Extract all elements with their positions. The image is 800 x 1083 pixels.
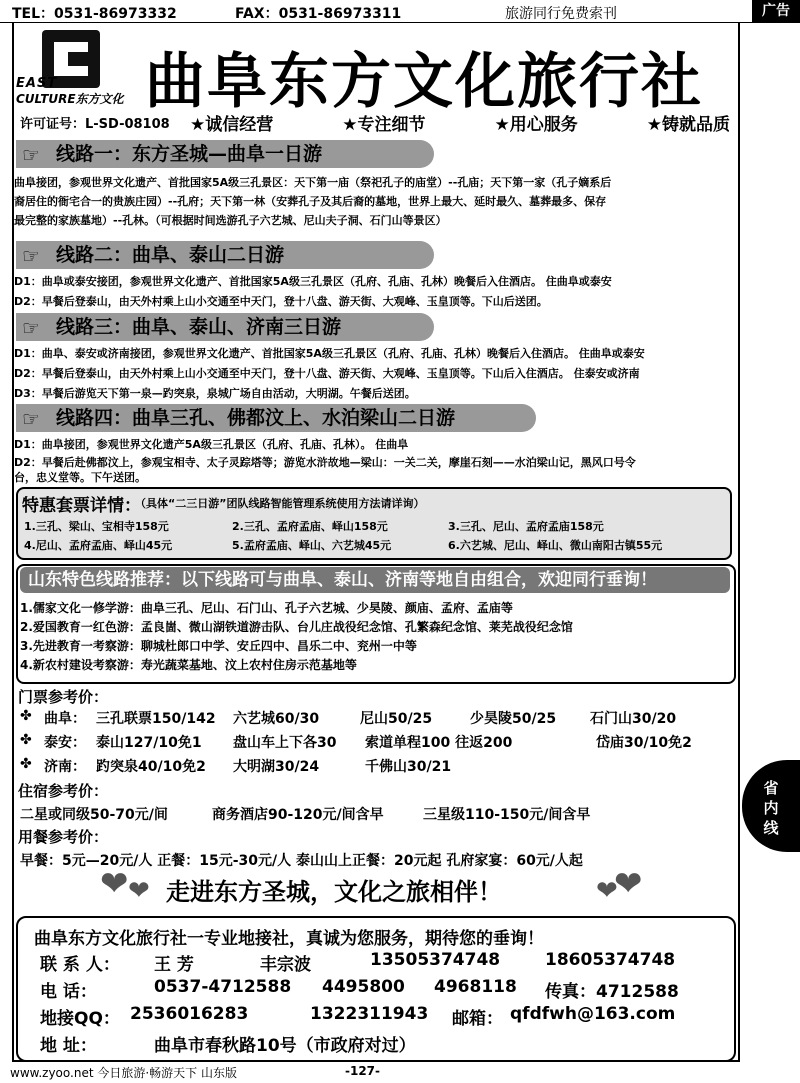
route-3-d1: D1：曲阜、泰安或济南接团，参观世界文化遗产、首批国家5A级三孔景区（孔府、孔庙、孔林）晚餐后入住酒店。 住曲阜或泰安 — [14, 347, 645, 360]
route-title-text: 线路三：曲阜、泰山、济南三日游 — [56, 316, 342, 338]
price-item: 六艺城60/30 — [233, 711, 320, 727]
slogan-item: ★用心服务 — [494, 115, 578, 135]
shandong-item: 2.爱国教育一红色游：孟良崮、微山湖铁道游击队、台儿庄战役纪念馆、孔繁森纪念馆、莱芜战役纪念馆 — [20, 620, 573, 634]
pointing-hand-icon: ☞ — [22, 316, 40, 340]
contact-phone: 0537-4712588 — [154, 977, 292, 997]
ticket-item: 4.尼山、孟府孟庙、峄山45元 — [24, 539, 173, 552]
contact-qq: 2536016283 — [130, 1004, 249, 1024]
pointing-hand-icon: ☞ — [22, 143, 40, 167]
shandong-item: 3.先进教育一考察游：聊城杜郎口中学、安丘四中、昌乐二中、兖州一中等 — [20, 639, 417, 653]
price-item: 尼山50/25 — [360, 711, 433, 727]
slogan-item: ★铸就品质 — [646, 115, 730, 135]
shandong-item: 1.儒家文化一修学游：曲阜三孔、尼山、石门山、孔子六艺城、少昊陵、颜庙、孟府、孟庙等 — [20, 601, 513, 615]
route-title-text: 线路一：东方圣城—曲阜一日游 — [56, 143, 323, 165]
hotel-price-title: 住宿参考价： — [18, 782, 109, 800]
contact-mobile: 18605374748 — [545, 950, 676, 970]
side-tab-char: 省 — [763, 779, 779, 797]
contact-fax: 传真：4712588 — [545, 982, 679, 1002]
logo-c-cut — [68, 52, 92, 66]
footer-text: www.zyoo.net 今日旅游·畅游天下 山东版 — [10, 1066, 237, 1080]
price-item: 少昊陵50/25 — [470, 711, 557, 727]
route-4-d2-cont: 台，忠义堂等。下午送团。 — [14, 471, 146, 484]
heart-icon: ❤ — [128, 876, 150, 906]
price-item: 索道单程100 往返200 — [365, 735, 513, 751]
price-item: 千佛山30/21 — [365, 759, 452, 775]
ticket-item: 6.六艺城、尼山、峄山、微山南阳古镇55元 — [448, 539, 663, 552]
meal-price-title: 用餐参考价： — [18, 828, 109, 846]
price-item: 泰山127/10免1 — [96, 735, 202, 751]
hotel-price-item: 商务酒店90-120元/间含早 — [212, 807, 384, 823]
price-city: 泰安： — [44, 735, 86, 751]
contact-person: 丰宗波 — [260, 955, 311, 975]
shandong-title: 山东特色线路推荐：以下线路可与曲阜、泰山、济南等地自由组合，欢迎同行垂询！ — [20, 567, 730, 593]
company-title: 曲阜东方文化旅行社 — [145, 47, 703, 117]
flower-icon: ✤ — [20, 732, 32, 748]
pointing-hand-icon: ☞ — [22, 244, 40, 268]
pointing-hand-icon: ☞ — [22, 407, 40, 431]
slogan-item: ★专注细节 — [342, 115, 426, 135]
contact-person: 王 芳 — [154, 955, 194, 975]
slogan-row — [190, 110, 730, 135]
route-line: 曲阜接团，参观世界文化遗产、首批国家5A级三孔景区：天下第一庙（祭祀孔子的庙堂）--孔庙；天下第一家（孔子嫡系后 — [14, 176, 612, 189]
route-4-title — [16, 404, 536, 432]
page-number: -127- — [345, 1064, 381, 1078]
heart-icon: ❤ — [614, 864, 643, 904]
price-item: 盘山车上下各30 — [233, 735, 337, 751]
tagline: 走进东方圣城，文化之旅相伴！ — [166, 878, 502, 906]
license-number: 许可证号：L-SD-08108 — [20, 117, 170, 132]
ticket-item: 5.孟府孟庙、峄山、六艺城45元 — [232, 539, 392, 552]
route-4-d1: D1：曲阜接团，参观世界文化遗产5A级三孔景区（孔府、孔庙、孔林）。 住曲阜 — [14, 438, 409, 451]
contact-phone: 4968118 — [434, 977, 517, 997]
slogan-item: ★诚信经营 — [190, 115, 274, 135]
contact-email: qfdfwh@163.com — [510, 1004, 676, 1024]
route-title-text: 线路二：曲阜、泰山二日游 — [56, 244, 285, 266]
fax-text: FAX：0531-86973311 — [235, 6, 402, 22]
heart-icon: ❤ — [100, 864, 129, 904]
price-city: 曲阜： — [44, 711, 86, 727]
side-tab-char: 内 — [763, 799, 779, 817]
ad-badge: 广告 — [752, 0, 800, 22]
route-2-d1: D1：曲阜或泰安接团，参观世界文化遗产、首批国家5A级三孔景区（孔府、孔庙、孔林）晚餐后入住酒店。 住曲阜或泰安 — [14, 275, 612, 288]
ticket-item: 1.三孔、梁山、宝相寺158元 — [24, 520, 169, 533]
route-line: 裔居住的衙宅合一的贵族庄园）--孔府；天下第一林（安葬孔子及其后裔的墓地，世界上最大、延时最久、墓葬最多、保存 — [14, 195, 607, 208]
contact-email-label: 邮箱： — [452, 1009, 503, 1029]
shandong-item: 4.新农村建设考察游：寿光蔬菜基地、汶上农村住房示范基地等 — [20, 658, 357, 672]
route-2-title — [16, 241, 434, 269]
tel-text: TEL：0531-86973332 — [12, 6, 177, 22]
ticket-note: （具体“二三日游”团队线路智能管理系统使用方法请详询） — [135, 497, 425, 510]
contact-phone: 4495800 — [322, 977, 405, 997]
heart-icon: ❤ — [596, 876, 618, 906]
ticket-price-title: 门票参考价： — [18, 688, 109, 706]
top-bar — [0, 0, 800, 23]
flower-icon: ✤ — [20, 708, 32, 724]
contact-phone-label: 电 话： — [40, 982, 97, 1002]
contact-mobile: 13505374748 — [370, 950, 501, 970]
price-item: 大明湖30/24 — [233, 759, 320, 775]
route-4-d2: D2：早餐后赴佛都汶上，参观宝相寺、太子灵踪塔等；游览水浒故地—梁山：一关二关，摩崖石刻——水泊梁山记，黑风口号令 — [14, 456, 636, 469]
route-3-title — [16, 313, 434, 341]
price-item: 石门山30/20 — [590, 711, 677, 727]
index-text: 旅游同行免费索刊 — [505, 6, 617, 22]
logo-text-east: EAST — [16, 76, 58, 91]
logo-text-culture: CULTURE东方文化 — [16, 92, 124, 106]
ticket-title: 特惠套票详情： — [22, 496, 141, 516]
price-city: 济南： — [44, 759, 86, 775]
side-tab — [742, 760, 800, 852]
price-item: 三孔联票150/142 — [96, 711, 216, 727]
price-item: 趵突泉40/10免2 — [96, 759, 206, 775]
side-tab-char: 线 — [763, 819, 779, 837]
contact-person-label: 联 系 人： — [40, 955, 120, 975]
flower-icon: ✤ — [20, 756, 32, 772]
hotel-price-item: 二星或同级50-70元/间 — [20, 807, 168, 823]
route-title-text: 线路四：曲阜三孔、佛都汶上、水泊梁山二日游 — [56, 407, 456, 429]
route-3-d3: D3：早餐后游览天下第一泉—趵突泉，泉城广场自由活动，大明湖。午餐后送团。 — [14, 387, 416, 400]
contact-header: 曲阜东方文化旅行社一专业地接社，真诚为您服务，期待您的垂询！ — [34, 929, 544, 949]
contact-qq-label: 地接QQ： — [40, 1009, 120, 1029]
price-item: 岱庙30/10免2 — [596, 735, 692, 751]
route-line: 最完整的家族墓地）--孔林。（可根据时间选游孔子六艺城、尼山夫子洞、石门山等景区） — [14, 214, 447, 227]
ticket-item: 2.三孔、孟府孟庙、峄山158元 — [232, 520, 388, 533]
contact-address: 曲阜市春秋路10号（市政府对过） — [154, 1036, 416, 1056]
contact-qq: 1322311943 — [310, 1004, 429, 1024]
route-1-body — [14, 173, 734, 230]
route-3-d2: D2：早餐后登泰山，由天外村乘上山小交通至中天门，登十八盘、游天街、大观峰、玉皇顶等。下山后入住酒店。 住泰安或济南 — [14, 367, 640, 380]
route-1-title — [16, 140, 434, 168]
ticket-item: 3.三孔、尼山、孟府孟庙158元 — [448, 520, 604, 533]
meal-price-line: 早餐：5元—20元/人 正餐：15元-30元/人 泰山山上正餐：20元起 孔府家宴：60元/人起 — [20, 853, 583, 869]
contact-address-label: 地 址： — [40, 1036, 97, 1056]
hotel-price-item: 三星级110-150元/间含早 — [423, 807, 591, 823]
route-2-d2: D2：早餐后登泰山，由天外村乘上山小交通至中天门，登十八盘、游天街、大观峰、玉皇顶等。下山后送团。 — [14, 295, 548, 308]
